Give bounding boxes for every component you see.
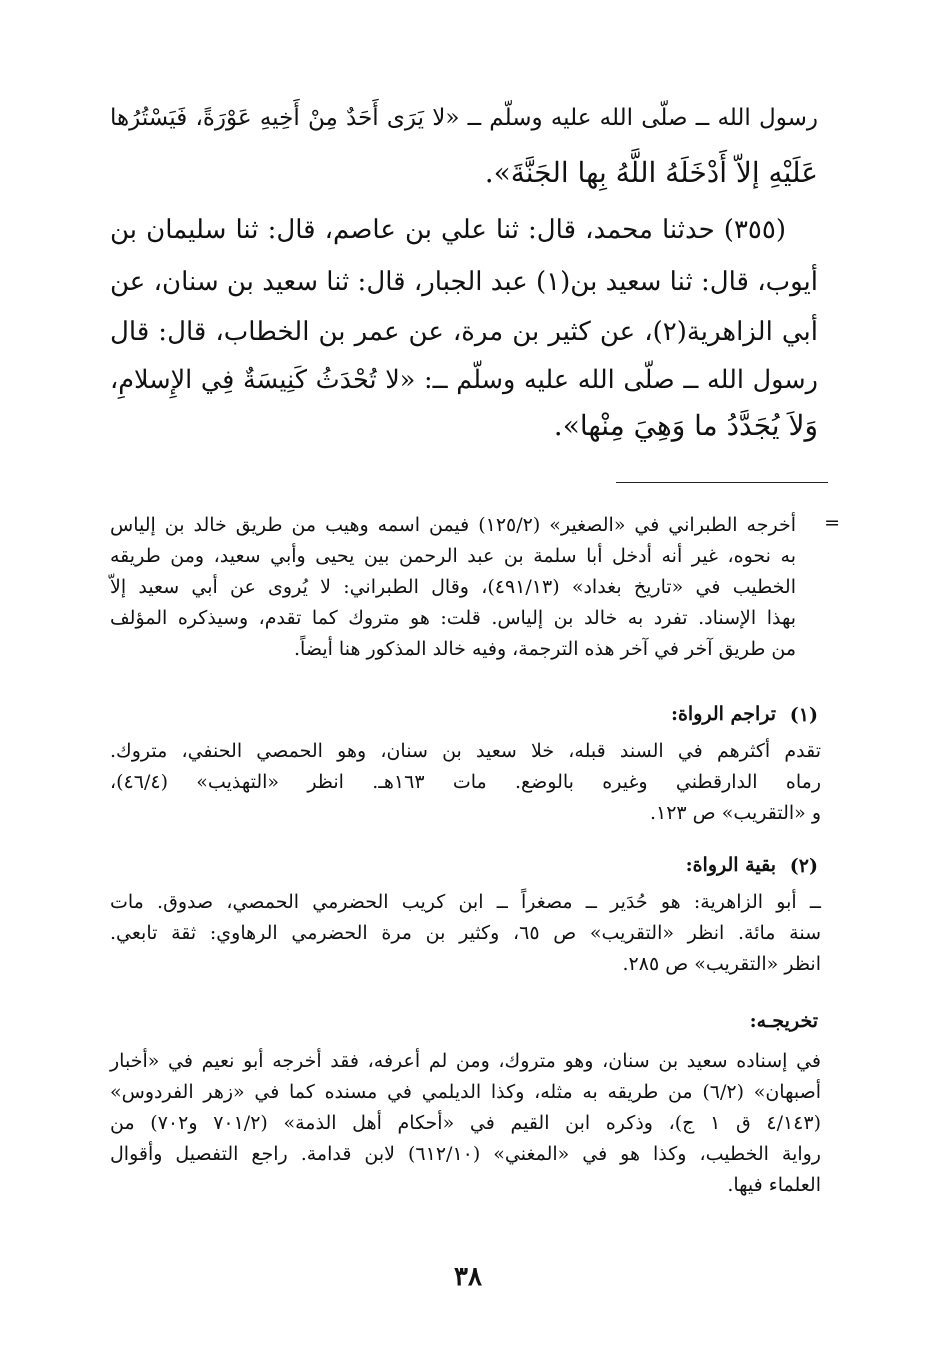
footnote-2-line: سنة مائة. انظر «التقريب» ص ٦٥، وكثير بن مرة الحضرمي الرهاوي: ثقة تابعي. <box>110 922 821 944</box>
footnote-2-heading: بقية الرواة: <box>685 854 776 876</box>
main-text-line: وَلاَ يُجَدَّدُ ما وَهِيَ مِنْها». <box>553 409 818 442</box>
footnote-continuation-line: الخطيب في «تاريخ بغداد» (٤٩١/١٣)، وقال الطبراني: لا يُروى عن أبي سعيد إلاّ <box>110 576 796 598</box>
takhrij-line: رواية الخطيب، وكذا هو في «المغني» (٦١٢/١٠) لابن قدامة. راجع التفصيل وأقوال <box>110 1143 821 1165</box>
footnote-continuation-line: بهذا الإسناد. تفرد به خالد بن إلياس. قلت: هو متروك كما تقدم، وسيذكره المؤلف <box>110 607 796 629</box>
footnote-2-number: (٢) <box>789 855 818 877</box>
footnote-2-line: انظر «التقريب» ص ٢٨٥. <box>622 953 821 975</box>
footnote-continuation-line: به نحوه، غير أنه أدخل أبا سلمة بن عبد الرحمن بين يحيى وأبي سعيد، ومن طريقه <box>110 545 796 567</box>
continuation-mark: = <box>824 512 840 534</box>
page-number: ٣٨ <box>454 1262 482 1292</box>
footnote-1-line: و «التقريب» ص ١٢٣. <box>649 802 821 824</box>
main-text-line: عَلَيْهِ إلاّ أَدْخَلَهُ اللَّهُ بِها الجَنَّةَ». <box>484 156 818 189</box>
main-text-line: رسول الله ــ صلّى الله عليه وسلّم ــ «لا يَرَى أَحَدٌ مِنْ أَخِيهِ عَوْرَةً، فَيَسْتُرُها <box>110 105 818 131</box>
takhrij-line: (٤/١٤٣ ق ١ ج)، وذكره ابن القيم في «أحكام أهل الذمة» (٧٠١/٢ و٧٠٢) من <box>110 1112 822 1134</box>
main-text-line: رسول الله ــ صلّى الله عليه وسلّم ــ: «لا تُحْدَثُ كَنِيسَةٌ فِي الإِسلامِ، <box>110 365 818 395</box>
footnote-1-line: تقدم أكثرهم في السند قبله، خلا سعيد بن سنان، وهو الحمصي الحنفي، متروك. <box>110 740 821 762</box>
footnote-1-heading: تراجم الرواة: <box>670 703 776 725</box>
takhrij-line: في إسناده سعيد بن سنان، وهو متروك، ومن لم أعرفه، فقد أخرجه أبو نعيم في «أخبار <box>110 1050 821 1072</box>
takhrij-line: أصبهان» (٦/٢) من طريقه به مثله، وكذا الديلمي في مسنده كما في «زهر الفردوس» <box>110 1081 821 1103</box>
footnote-continuation-line: أخرجه الطبراني في «الصغير» (١٢٥/٢) فيمن اسمه وهيب من طريق خالد بن إلياس <box>110 514 796 536</box>
footnote-separator <box>616 482 828 483</box>
takhrij-line: العلماء فيها. <box>727 1174 821 1196</box>
hadith-355-line: (٣٥٥) حدثنا محمد، قال: ثنا علي بن عاصم، قال: ثنا سليمان بن <box>110 215 786 245</box>
footnote-1-line: رماه الدارقطني وغيره بالوضع. مات ١٦٣هـ. انظر «التهذيب» (٤٦/٤)، <box>110 771 821 793</box>
main-text-line: أيوب، قال: ثنا سعيد بن(١) عبد الجبار، قال: ثنا سعيد بن سنان، عن <box>110 267 818 297</box>
footnote-1-number: (١) <box>789 704 818 726</box>
footnote-continuation-line: من طريق آخر في آخر هذه الترجمة، وفيه خالد المذكور هنا أيضاً. <box>294 638 796 660</box>
footnote-2-line: ــ أبو الزاهرية: هو حُدَير ــ مصغراً ــ ابن كريب الحضرمي الحمصي، صدوق. مات <box>110 891 821 913</box>
main-text-line: أبي الزاهرية(٢)، عن كثير بن مرة، عن عمر بن الخطاب، قال: قال <box>110 317 818 347</box>
takhrij-heading: تخريجـه: <box>749 1010 818 1032</box>
